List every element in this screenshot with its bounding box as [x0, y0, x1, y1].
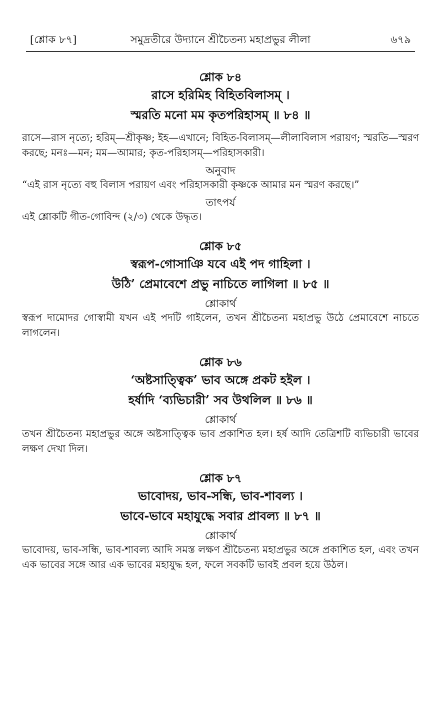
page-number: ৬৭৯ [390, 34, 411, 46]
purport-text: এই শ্লোকটি গীত-গোবিন্দ (২/৩) থেকে উদ্ধৃত। [22, 212, 202, 223]
verse-line: ‘অষ্টসাত্ত্বিক’ ভাব অঙ্গে প্রকট হইল । [130, 373, 311, 387]
verse-line: উঠি’ প্রেমাবেশে প্রভু নাচিতে লাগিলা ॥ ৮৫ ॥ [111, 277, 330, 291]
verse-line: ভাবে-ভাবে মহাযুদ্ধে সবার প্রাবল্য ॥ ৮৭ ॥ [120, 509, 321, 523]
meaning-label: শ্লোকার্থ [204, 530, 237, 542]
verse-line: হর্ষাদি ‘ব্যভিচারী’ সব উথলিল ॥ ৮৬ ॥ [128, 393, 313, 407]
meaning-label: শ্লোকার্থ [204, 414, 237, 426]
verse-number-85: শ্লোক ৮৫ [199, 239, 242, 253]
verse-number-84: শ্লোক ৮৪ [199, 70, 242, 84]
verse-line: রাসে হরিমিহ বিহিতবিলাসম্ । [151, 88, 290, 102]
header-rule [26, 51, 415, 52]
header-chapter-title: সমুদ্রতীরে উদ্যানে শ্রীচৈতন্য মহাপ্রভুর লীলা [130, 34, 311, 46]
meaning-text: স্বরূপ দামোদর গোস্বামী যখন এই পদটি গাইলেন, তখন শ্রীচৈতন্য মহাপ্রভু উঠে প্রেমাবেশে নাচতে লাগলেন। [22, 313, 419, 339]
verse-line: ভাবোদয়, ভাব-সন্ধি, ভাব-শাবল্য । [138, 489, 303, 503]
purport-label: তাৎপর্য [205, 197, 236, 209]
page-content [22, 66, 419, 573]
translation-text: “এই রাস নৃত্যে বহু বিলাস পরায়ণ এবং পরিহাসকারী কৃষ্ণকে আমার মন স্মরণ করছে।” [22, 180, 360, 191]
running-header [30, 33, 411, 49]
meaning-text: তখন শ্রীচৈতন্য মহাপ্রভুর অঙ্গে অষ্টসাত্ত্বিক ভাব প্রকাশিত হল। হর্ষ আদি তেত্রিশটি ব্যভিচারী ভাবের লক্ষণ দেখা দিল। [22, 429, 419, 455]
word-meanings: রাসে—রাস নৃত্যে; হরিম্—শ্রীকৃষ্ণ; ইহ—এখানে; বিহিত-বিলাসম্—লীলাবিলাস পরায়ণ; স্মরতি—স্মরণ করছে; মনঃ—মন; মম—আমার; কৃত-পরিহাসম্—পরিহাসকারী। [22, 133, 419, 159]
meaning-text: ভাবোদয়, ভাব-সন্ধি, ভাব-শাবল্য আদি সমস্ত লক্ষণ শ্রীচৈতন্য মহাপ্রভুর অঙ্গে প্রকাশিত হল, এবং তখন এক ভাবের সঙ্গে আর এক ভাবের মহাযুদ্ধ হল, ফলে সবকটি ভাবই প্রবল হয়ে উঠল। [22, 545, 419, 571]
verse-line: স্মরতি মনো মম কৃতপরিহাসম্ ॥ ৮৪ ॥ [130, 108, 311, 122]
verse-number-86: শ্লোক ৮৬ [199, 355, 242, 369]
header-verse-ref: [শ্লোক ৮৭] [30, 34, 77, 46]
meaning-label: শ্লোকার্থ [204, 298, 237, 310]
verse-number-87: শ্লোক ৮৭ [199, 471, 242, 485]
translation-label: অনুবাদ [205, 165, 236, 177]
verse-line: স্বরূপ-গোসাঞি যবে এই পদ গাহিলা । [130, 257, 311, 271]
